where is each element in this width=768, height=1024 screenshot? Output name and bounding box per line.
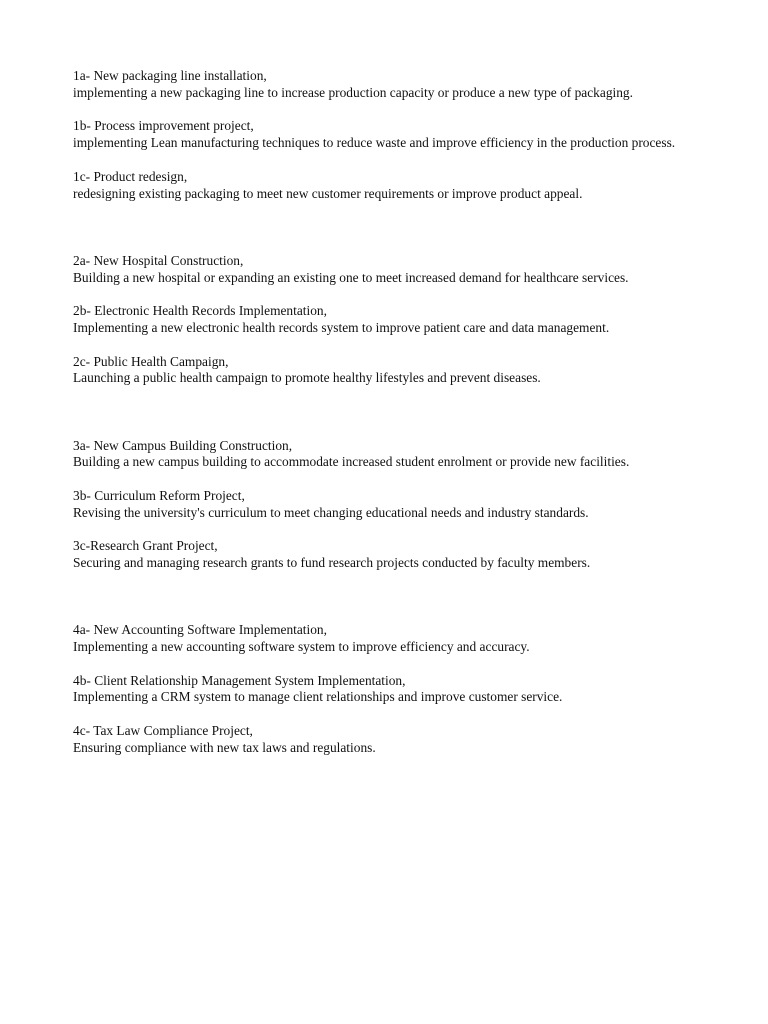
project-description: Launching a public health campaign to promote healthy lifestyles and prevent diseases.: [73, 370, 541, 386]
project-title: 2c- Public Health Campaign,: [73, 353, 229, 369]
project-description: implementing Lean manufacturing techniques to reduce waste and improve efficiency in the production process.: [73, 135, 676, 151]
project-title: 4c- Tax Law Compliance Project,: [73, 723, 253, 739]
project-group-2: [73, 253, 713, 387]
project-title: 1c- Product redesign,: [73, 168, 188, 184]
project-item-3b: [73, 488, 713, 522]
project-item-1c: [73, 169, 713, 203]
project-title: 4b- Client Relationship Management System Implementation,: [73, 672, 406, 688]
project-description: Implementing a new accounting software system to improve efficiency and accuracy.: [73, 639, 530, 655]
project-title: 2b- Electronic Health Records Implementation,: [73, 303, 327, 319]
project-description: Building a new campus building to accommodate increased student enrolment or provide new facilities.: [73, 454, 630, 470]
project-title: 3a- New Campus Building Construction,: [73, 437, 293, 453]
group-spacer: [73, 404, 713, 438]
project-item-1b: [73, 118, 713, 152]
document-page: [73, 68, 713, 773]
project-description: redesigning existing packaging to meet new customer requirements or improve product appeal.: [73, 185, 583, 201]
project-group-4: [73, 622, 713, 756]
project-title: 3b- Curriculum Reform Project,: [73, 487, 245, 503]
project-description: implementing a new packaging line to increase production capacity or produce a new type of packaging.: [73, 84, 633, 100]
project-title: 2a- New Hospital Construction,: [73, 252, 244, 268]
project-item-3c: [73, 538, 713, 572]
project-description: Securing and managing research grants to fund research projects conducted by faculty members.: [73, 555, 591, 571]
project-title: 1b- Process improvement project,: [73, 118, 254, 134]
project-item-3a: [73, 438, 713, 472]
project-group-1: [73, 68, 713, 202]
project-item-4b: [73, 673, 713, 707]
project-item-4a: [73, 622, 713, 656]
project-title: 1a- New packaging line installation,: [73, 68, 267, 83]
project-description: Building a new hospital or expanding an existing one to meet increased demand for healthcare services.: [73, 269, 629, 285]
project-item-1a: [73, 68, 713, 102]
project-title: 4a- New Accounting Software Implementation,: [73, 622, 327, 638]
project-description: Revising the university's curriculum to meet changing educational needs and industry standards.: [73, 504, 589, 520]
project-item-2a: [73, 253, 713, 287]
project-item-4c: [73, 723, 713, 757]
group-spacer: [73, 219, 713, 253]
project-description: Implementing a CRM system to manage client relationships and improve customer service.: [73, 689, 563, 705]
project-group-3: [73, 438, 713, 572]
project-title: 3c-Research Grant Project,: [73, 538, 218, 554]
project-description: Ensuring compliance with new tax laws and regulations.: [73, 739, 376, 755]
project-item-2b: [73, 303, 713, 337]
group-spacer: [73, 589, 713, 623]
project-item-2c: [73, 354, 713, 388]
project-description: Implementing a new electronic health records system to improve patient care and data management.: [73, 319, 610, 335]
